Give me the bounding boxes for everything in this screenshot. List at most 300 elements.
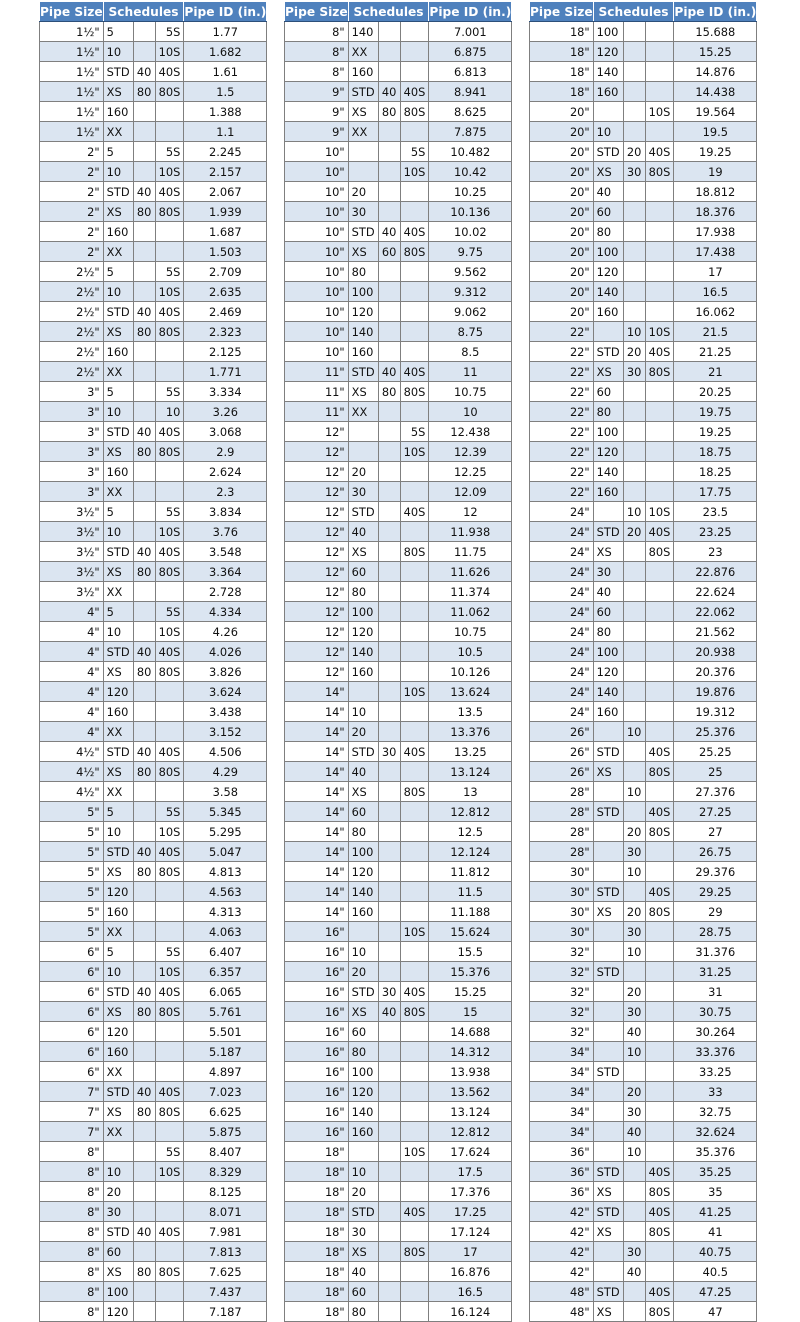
pipe-size-cell: 14" — [285, 862, 349, 882]
table-row — [530, 722, 757, 742]
schedule-number-cell — [133, 682, 155, 702]
pipe-size-cell: 20" — [530, 222, 594, 242]
schedule-number-cell — [133, 122, 155, 142]
pipe-size-cell: 22" — [530, 482, 594, 502]
schedule-number-cell — [623, 742, 645, 762]
table-row — [285, 502, 512, 522]
table-row — [285, 342, 512, 362]
pipe-id-cell: 5.295 — [184, 822, 267, 842]
schedule-number-cell — [133, 522, 155, 542]
table-row — [285, 262, 512, 282]
pipe-size-cell: 12" — [285, 462, 349, 482]
table-row — [530, 1122, 757, 1142]
schedule-number-cell — [623, 1282, 645, 1302]
table-row — [530, 1202, 757, 1222]
schedule-number-cell: 10 — [623, 322, 645, 342]
schedule-number-cell: 40 — [133, 1222, 155, 1242]
schedule-cell — [593, 1242, 623, 1262]
schedule-s-cell — [155, 882, 184, 902]
schedule-cell — [348, 442, 378, 462]
schedule-number-cell — [133, 1042, 155, 1062]
table-row — [530, 662, 757, 682]
schedule-cell — [593, 1262, 623, 1282]
pipe-id-cell: 35.25 — [674, 1162, 757, 1182]
schedule-cell: XS — [348, 102, 378, 122]
pipe-size-cell: 4" — [40, 622, 104, 642]
schedule-cell: 20 — [348, 962, 378, 982]
pipe-id-cell: 19.75 — [674, 402, 757, 422]
pipe-size-cell: 5" — [40, 822, 104, 842]
schedule-s-cell — [400, 282, 429, 302]
table-row — [530, 682, 757, 702]
schedule-cell — [593, 322, 623, 342]
table-row — [530, 1302, 757, 1322]
table-row — [285, 722, 512, 742]
schedule-cell: 140 — [593, 462, 623, 482]
schedule-cell: 100 — [348, 1062, 378, 1082]
schedule-cell: 60 — [348, 1282, 378, 1302]
schedule-s-cell: 80S — [645, 1302, 674, 1322]
pipe-size-cell: 28" — [530, 822, 594, 842]
schedule-cell: XX — [348, 402, 378, 422]
pipe-size-cell: 14" — [285, 842, 349, 862]
schedule-s-cell — [645, 22, 674, 42]
schedule-s-cell: 80S — [400, 1242, 429, 1262]
schedule-cell: 120 — [348, 1082, 378, 1102]
table-row — [40, 62, 267, 82]
schedule-number-cell — [133, 1022, 155, 1042]
schedule-number-cell — [378, 842, 400, 862]
header-schedules: Schedules — [348, 2, 429, 22]
pipe-size-cell: 3½" — [40, 542, 104, 562]
schedule-cell: XX — [103, 482, 133, 502]
schedule-s-cell: 40S — [645, 142, 674, 162]
schedule-s-cell: 10S — [400, 442, 429, 462]
table-row — [530, 302, 757, 322]
schedule-number-cell — [378, 542, 400, 562]
schedule-cell: STD — [593, 1162, 623, 1182]
pipe-id-cell: 1.682 — [184, 42, 267, 62]
schedule-s-cell: 40S — [400, 82, 429, 102]
schedule-s-cell — [400, 1302, 429, 1322]
schedule-cell: 40 — [348, 522, 378, 542]
schedule-cell: 60 — [593, 602, 623, 622]
pipe-size-cell: 42" — [530, 1202, 594, 1222]
schedule-cell: XS — [348, 1002, 378, 1022]
schedule-number-cell — [133, 42, 155, 62]
pipe-size-cell: 16" — [285, 1122, 349, 1142]
pipe-size-cell: 14" — [285, 822, 349, 842]
schedule-number-cell: 80 — [133, 862, 155, 882]
pipe-id-cell: 3.334 — [184, 382, 267, 402]
schedule-s-cell — [645, 42, 674, 62]
schedule-s-cell — [155, 342, 184, 362]
schedule-cell: 100 — [593, 22, 623, 42]
schedule-number-cell — [378, 1282, 400, 1302]
table-row — [285, 642, 512, 662]
pipe-id-cell: 15.688 — [674, 22, 757, 42]
schedule-number-cell — [623, 482, 645, 502]
schedule-number-cell — [623, 202, 645, 222]
pipe-id-cell: 6.065 — [184, 982, 267, 1002]
schedule-s-cell — [400, 302, 429, 322]
table-row — [530, 762, 757, 782]
schedule-s-cell: 40S — [155, 422, 184, 442]
pipe-id-cell: 19.25 — [674, 422, 757, 442]
pipe-id-cell: 16.5 — [674, 282, 757, 302]
pipe-table-3 — [529, 1, 757, 1322]
pipe-id-cell: 12.812 — [429, 802, 512, 822]
table-row — [530, 162, 757, 182]
schedule-cell: 10 — [103, 622, 133, 642]
schedule-number-cell — [133, 802, 155, 822]
pipe-size-cell: 12" — [285, 502, 349, 522]
pipe-id-cell: 10.02 — [429, 222, 512, 242]
pipe-id-cell: 40.5 — [674, 1262, 757, 1282]
schedule-number-cell — [378, 1082, 400, 1102]
schedule-number-cell — [623, 1302, 645, 1322]
schedule-s-cell — [400, 702, 429, 722]
schedule-number-cell — [623, 82, 645, 102]
schedule-cell: 80 — [348, 262, 378, 282]
schedule-cell: 30 — [348, 1222, 378, 1242]
pipe-size-cell: 2½" — [40, 322, 104, 342]
header-pipe-size: Pipe Size — [285, 2, 349, 22]
schedule-cell: XS — [593, 1302, 623, 1322]
table-row — [530, 882, 757, 902]
table-row — [40, 362, 267, 382]
pipe-size-cell: 10" — [285, 262, 349, 282]
schedule-s-cell: 10S — [155, 42, 184, 62]
pipe-id-cell: 8.625 — [429, 102, 512, 122]
table-row — [285, 422, 512, 442]
pipe-id-cell: 23.25 — [674, 522, 757, 542]
table-row — [530, 942, 757, 962]
pipe-id-cell: 7.981 — [184, 1222, 267, 1242]
schedule-cell: 40 — [593, 582, 623, 602]
schedule-cell: 160 — [103, 342, 133, 362]
schedule-cell: 10 — [348, 942, 378, 962]
schedule-cell: STD — [593, 1202, 623, 1222]
schedule-number-cell — [378, 1102, 400, 1122]
schedule-number-cell — [623, 582, 645, 602]
pipe-id-cell: 3.76 — [184, 522, 267, 542]
pipe-size-cell: 20" — [530, 262, 594, 282]
schedule-cell: STD — [348, 362, 378, 382]
schedule-cell: 160 — [348, 902, 378, 922]
pipe-size-cell: 22" — [530, 342, 594, 362]
pipe-size-cell: 14" — [285, 802, 349, 822]
pipe-size-cell: 20" — [530, 162, 594, 182]
schedule-number-cell — [378, 782, 400, 802]
pipe-id-cell: 9.312 — [429, 282, 512, 302]
schedule-number-cell — [623, 1182, 645, 1202]
schedule-number-cell — [378, 42, 400, 62]
pipe-size-cell: 28" — [530, 782, 594, 802]
pipe-size-cell: 3½" — [40, 582, 104, 602]
pipe-size-cell: 16" — [285, 1082, 349, 1102]
schedule-number-cell: 80 — [133, 82, 155, 102]
schedule-number-cell: 80 — [378, 382, 400, 402]
pipe-size-cell: 22" — [530, 462, 594, 482]
pipe-id-cell: 19.25 — [674, 142, 757, 162]
table-row — [285, 1262, 512, 1282]
pipe-id-cell: 6.357 — [184, 962, 267, 982]
schedule-s-cell — [645, 282, 674, 302]
schedule-s-cell — [155, 242, 184, 262]
schedule-number-cell — [378, 202, 400, 222]
schedule-s-cell: 40S — [645, 882, 674, 902]
pipe-id-cell: 10.42 — [429, 162, 512, 182]
table-row — [40, 1082, 267, 1102]
pipe-size-cell: 18" — [285, 1142, 349, 1162]
table-row — [530, 842, 757, 862]
schedule-number-cell — [378, 1022, 400, 1042]
schedule-cell — [593, 722, 623, 742]
schedule-number-cell: 40 — [133, 62, 155, 82]
schedule-s-cell — [155, 362, 184, 382]
schedule-s-cell — [400, 262, 429, 282]
table-row — [530, 902, 757, 922]
schedule-cell — [348, 422, 378, 442]
schedule-cell: XS — [593, 1182, 623, 1202]
pipe-id-cell: 13.938 — [429, 1062, 512, 1082]
table-row — [285, 42, 512, 62]
schedule-number-cell — [378, 142, 400, 162]
table-row — [40, 722, 267, 742]
pipe-size-cell: 14" — [285, 762, 349, 782]
schedule-number-cell — [378, 282, 400, 302]
schedule-number-cell — [133, 1162, 155, 1182]
pipe-id-cell: 3.438 — [184, 702, 267, 722]
pipe-size-cell: 9" — [285, 102, 349, 122]
schedule-number-cell: 40 — [623, 1022, 645, 1042]
pipe-id-cell: 3.834 — [184, 502, 267, 522]
schedule-number-cell — [378, 802, 400, 822]
schedule-cell: 40 — [348, 1262, 378, 1282]
schedule-number-cell — [378, 62, 400, 82]
schedule-cell: 120 — [593, 442, 623, 462]
schedule-s-cell — [400, 1262, 429, 1282]
table-row — [285, 162, 512, 182]
table-row — [40, 662, 267, 682]
schedule-number-cell — [133, 362, 155, 382]
pipe-id-cell: 3.826 — [184, 662, 267, 682]
schedule-cell: 160 — [593, 702, 623, 722]
pipe-size-cell: 12" — [285, 562, 349, 582]
schedule-s-cell: 5S — [400, 142, 429, 162]
schedule-number-cell — [378, 822, 400, 842]
table-row — [40, 1262, 267, 1282]
schedule-s-cell — [400, 22, 429, 42]
table-row — [40, 1162, 267, 1182]
table-row — [40, 1202, 267, 1222]
pipe-size-cell: 3" — [40, 442, 104, 462]
pipe-size-cell: 7" — [40, 1082, 104, 1102]
schedule-number-cell: 40 — [378, 362, 400, 382]
pipe-id-cell: 8.75 — [429, 322, 512, 342]
pipe-size-cell: 22" — [530, 422, 594, 442]
schedule-number-cell — [623, 242, 645, 262]
pipe-id-cell: 4.063 — [184, 922, 267, 942]
schedule-number-cell — [378, 322, 400, 342]
schedule-s-cell — [400, 202, 429, 222]
pipe-size-cell: 11" — [285, 402, 349, 422]
pipe-id-cell: 10.75 — [429, 382, 512, 402]
schedule-cell: 160 — [348, 62, 378, 82]
pipe-id-cell: 3.152 — [184, 722, 267, 742]
schedule-number-cell — [378, 702, 400, 722]
schedule-number-cell: 30 — [378, 742, 400, 762]
pipe-size-cell: 10" — [285, 182, 349, 202]
schedule-cell: XS — [593, 542, 623, 562]
schedule-number-cell — [623, 1062, 645, 1082]
schedule-number-cell — [133, 942, 155, 962]
schedule-cell: XS — [103, 1102, 133, 1122]
pipe-id-cell: 12.25 — [429, 462, 512, 482]
table-row — [285, 622, 512, 642]
pipe-table-1 — [39, 1, 267, 1322]
schedule-number-cell: 10 — [623, 502, 645, 522]
pipe-size-cell: 36" — [530, 1162, 594, 1182]
schedule-number-cell: 10 — [623, 942, 645, 962]
table-row — [40, 1042, 267, 1062]
schedule-s-cell: 80S — [400, 382, 429, 402]
schedule-cell: 120 — [348, 862, 378, 882]
pipe-size-cell: 22" — [530, 442, 594, 462]
schedule-cell: 10 — [103, 962, 133, 982]
schedule-cell: 160 — [593, 302, 623, 322]
pipe-size-cell: 30" — [530, 922, 594, 942]
schedule-cell: XS — [593, 902, 623, 922]
pipe-id-cell: 12.09 — [429, 482, 512, 502]
pipe-id-cell: 2.635 — [184, 282, 267, 302]
schedule-number-cell: 30 — [623, 362, 645, 382]
schedule-cell: 100 — [593, 242, 623, 262]
table-row — [285, 582, 512, 602]
schedule-cell: XS — [593, 1222, 623, 1242]
pipe-id-cell: 10.126 — [429, 662, 512, 682]
pipe-size-cell: 26" — [530, 722, 594, 742]
schedule-s-cell: 80S — [155, 662, 184, 682]
schedule-number-cell — [378, 422, 400, 442]
pipe-id-cell: 29.376 — [674, 862, 757, 882]
pipe-size-cell: 34" — [530, 1102, 594, 1122]
schedule-cell: STD — [103, 62, 133, 82]
pipe-size-cell: 20" — [530, 242, 594, 262]
schedule-cell: 160 — [348, 342, 378, 362]
schedule-cell: 160 — [593, 82, 623, 102]
schedule-number-cell — [133, 1142, 155, 1162]
pipe-id-cell: 47 — [674, 1302, 757, 1322]
schedule-s-cell — [400, 1162, 429, 1182]
table-row — [285, 482, 512, 502]
schedule-cell: 60 — [103, 1242, 133, 1262]
pipe-id-cell: 16.5 — [429, 1282, 512, 1302]
pipe-size-cell: 2½" — [40, 282, 104, 302]
schedule-number-cell — [623, 222, 645, 242]
pipe-id-cell: 12.39 — [429, 442, 512, 462]
schedule-number-cell: 40 — [133, 302, 155, 322]
schedule-s-cell: 40S — [155, 62, 184, 82]
pipe-id-cell: 30.75 — [674, 1002, 757, 1022]
pipe-id-cell: 7.875 — [429, 122, 512, 142]
schedule-s-cell — [400, 62, 429, 82]
pipe-id-cell: 22.876 — [674, 562, 757, 582]
header-pipe-size: Pipe Size — [40, 2, 104, 22]
table-row — [530, 1142, 757, 1162]
table-row — [530, 1282, 757, 1302]
schedule-number-cell: 40 — [133, 982, 155, 1002]
pipe-size-cell: 26" — [530, 742, 594, 762]
table-row — [285, 362, 512, 382]
table-row — [530, 42, 757, 62]
schedule-number-cell: 20 — [623, 902, 645, 922]
pipe-size-cell: 6" — [40, 1062, 104, 1082]
schedule-s-cell — [400, 42, 429, 62]
table-row — [530, 522, 757, 542]
pipe-size-cell: 12" — [285, 642, 349, 662]
pipe-id-cell: 29.25 — [674, 882, 757, 902]
table-row — [530, 342, 757, 362]
pipe-id-cell: 19 — [674, 162, 757, 182]
schedule-s-cell — [645, 422, 674, 442]
pipe-size-cell: 18" — [285, 1262, 349, 1282]
schedule-number-cell — [623, 702, 645, 722]
schedule-s-cell — [645, 82, 674, 102]
schedule-cell: XS — [103, 762, 133, 782]
pipe-id-cell: 2.728 — [184, 582, 267, 602]
pipe-id-cell: 2.067 — [184, 182, 267, 202]
pipe-size-cell: 30" — [530, 902, 594, 922]
table-row — [530, 1042, 757, 1062]
pipe-size-cell: 10" — [285, 342, 349, 362]
schedule-cell: 160 — [348, 1122, 378, 1142]
schedule-number-cell — [378, 1062, 400, 1082]
schedule-cell — [593, 982, 623, 1002]
schedule-s-cell — [155, 462, 184, 482]
table-row — [285, 762, 512, 782]
schedule-number-cell: 20 — [623, 522, 645, 542]
table-row — [40, 1062, 267, 1082]
schedule-number-cell — [378, 302, 400, 322]
pipe-size-cell: 14" — [285, 882, 349, 902]
schedule-number-cell — [623, 642, 645, 662]
pipe-size-cell: 3" — [40, 482, 104, 502]
schedule-number-cell — [378, 582, 400, 602]
pipe-size-cell: 3½" — [40, 502, 104, 522]
pipe-id-cell: 31.25 — [674, 962, 757, 982]
schedule-cell: XS — [348, 782, 378, 802]
pipe-id-cell: 4.26 — [184, 622, 267, 642]
schedule-number-cell — [378, 622, 400, 642]
schedule-s-cell: 80S — [155, 1262, 184, 1282]
schedule-cell: 160 — [103, 702, 133, 722]
table-row — [40, 222, 267, 242]
schedule-s-cell — [645, 122, 674, 142]
table-row — [530, 642, 757, 662]
schedule-s-cell — [155, 1042, 184, 1062]
schedule-number-cell — [378, 682, 400, 702]
pipe-id-cell: 13.562 — [429, 1082, 512, 1102]
schedule-cell: 10 — [103, 162, 133, 182]
schedule-s-cell: 80S — [155, 82, 184, 102]
table-row — [40, 702, 267, 722]
pipe-id-cell: 8.941 — [429, 82, 512, 102]
schedule-s-cell — [400, 1222, 429, 1242]
table-row — [40, 202, 267, 222]
table-row — [285, 802, 512, 822]
